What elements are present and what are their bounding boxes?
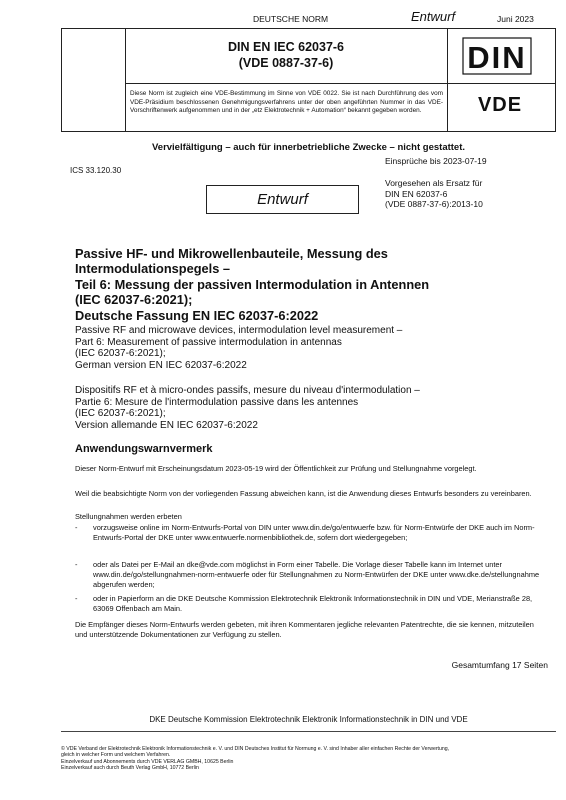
list-dash: -: [75, 594, 78, 603]
title-line: Partie 6: Mesure de l'intermodulation passive dans les antennes: [75, 396, 359, 408]
title-line: (IEC 62037-6:2021);: [75, 408, 166, 420]
norm-type-label: DEUTSCHE NORM: [253, 14, 329, 24]
list-dash: -: [75, 560, 78, 569]
warning-paragraph: Weil die beabsichtigte Norm von der vorliegenden Fassung abweichen kann, ist die Anwendung dieses Entwurfs besonders zu vereinbaren.: [75, 489, 532, 498]
svg-text:DIN: DIN: [467, 40, 527, 75]
total-pages: Gesamtumfang 17 Seiten: [451, 660, 548, 670]
title-line: Teil 6: Messung der passiven Intermodulation in Antennen: [75, 276, 430, 292]
warning-paragraph: Stellungnahmen werden erbeten: [75, 512, 182, 521]
replacement-line: (VDE 0887-37-6):2013-10: [385, 199, 483, 209]
title-line: Dispositifs RF et à micro-ondes passifs, mesure du niveau d'intermodulation –: [75, 385, 420, 396]
title-line: Deutsche Fassung EN IEC 62037-6:2022: [75, 307, 319, 323]
warning-paragraph: Die Empfänger dieses Norm-Entwurfs werden gebeten, mit ihren Kommentaren jegliche relevanten Patentrechte, die sie kennen, mitzuteilen und unterstützende Dokumentationen zur Verfügung zu stellen.: [75, 620, 534, 639]
divider: [447, 28, 448, 132]
title-line: Part 6: Measurement of passive intermodulation in antennas: [75, 336, 342, 348]
replacement-note: [385, 178, 483, 210]
vde-number: (VDE 0887-37-6): [238, 56, 334, 70]
document-number: DIN EN IEC 62037-6: [227, 40, 345, 54]
footer-copyright: [61, 746, 561, 771]
objection-deadline: Einsprüche bis 2023-07-19: [385, 156, 487, 166]
title-english: [75, 325, 545, 371]
title-line: German version EN IEC 62037-6:2022: [75, 359, 247, 371]
ics-code: ICS 33.120.30: [70, 166, 122, 175]
title-line: (IEC 62037-6:2021);: [75, 348, 166, 360]
dke-line: DKE Deutsche Kommission Elektrotechnik Elektronik Informationstechnik in DIN und VDE: [149, 715, 468, 724]
title-line: Passive RF and microwave devices, intermodulation level measurement –: [75, 325, 403, 336]
title-german: [75, 246, 545, 323]
title-line: Version allemande EN IEC 62037-6:2022: [75, 419, 258, 431]
publication-date: Juni 2023: [497, 14, 534, 24]
din-logo: [456, 36, 538, 76]
title-line: Intermodulationspegels –: [75, 261, 231, 277]
draft-box: Entwurf: [206, 185, 359, 214]
replacement-line: DIN EN 62037-6: [385, 188, 448, 199]
title-french: [75, 385, 545, 431]
replacement-line: Vorgesehen als Ersatz für: [385, 178, 483, 188]
title-line: (IEC 62037-6:2021);: [75, 292, 193, 308]
reproduction-notice: Vervielfältigung – auch für innerbetriebliche Zwecke – nicht gestattet.: [151, 142, 466, 153]
warning-paragraph: Dieser Norm-Entwurf mit Erscheinungsdatum 2023-05-19 wird der Öffentlichkeit zur Prüfung und Stellungnahme vorgelegt.: [75, 464, 477, 473]
footer-line: Einzelverkauf und Abonnements durch VDE VERLAG GMBH, 10625 Berlin: [61, 758, 234, 765]
footer-line: Einzelverkauf auch durch Beuth Verlag GmbH, 10772 Berlin: [61, 764, 199, 771]
vde-note: Diese Norm ist zugleich eine VDE-Bestimmung im Sinne von VDE 0022. Sie ist nach Durchführung des vom VDE-Präsidium beschlossenen Genehmigungsverfahrens unter der oben angeführten Nummer in das VDE-Vorschriftenwerk aufgenommen und in der „etz Elektrotechnik + Automation“ bekannt gegeben worden.: [130, 90, 443, 115]
warning-heading: Anwendungswarnvermerk: [75, 443, 213, 455]
list-item: oder in Papierform an die DKE Deutsche Kommission Elektrotechnik Elektronik Informationstechnik in DIN und VDE, Merianstraße 28, 63069 Offenbach am Main.: [93, 594, 533, 613]
footer-line: © VDE Verband der Elektrotechnik Elektronik Informationstechnik e. V. und DIN Deutsches Institut für Normung e. V. sind Inhaber aller einfachen Rechte der Verwertung,: [61, 746, 450, 752]
list-item: vorzugsweise online im Norm-Entwurfs-Portal von DIN unter www.din.de/go/entwuerfe bzw. für Norm-Entwürfe der DKE auch im Norm-Entwurfs-Portal der DKE unter www.entwuerfe.normenbibliothek.de, sofern dort wiedergegeben;: [93, 523, 535, 542]
divider: [125, 83, 556, 84]
status-label: Entwurf: [411, 9, 456, 24]
footer-line: gleich in welcher Form und welchem Verfahren.: [61, 752, 171, 759]
title-line: Passive HF- und Mikrowellenbauteile, Messung des: [75, 246, 388, 261]
list-item: oder als Datei per E-Mail an dke@vde.com möglichst in Form einer Tabelle. Die Vorlage dieser Tabelle kann im Internet unter www.din.de/go/stellungnahmen-norm-entwuerfe oder für Stellungnahmen zu Norm-Entwürfen der DKE unter www.dke.de/stellungnahme abgerufen werden;: [93, 560, 540, 589]
list-dash: -: [75, 523, 78, 532]
vde-logo: VDE: [477, 94, 523, 116]
footer-divider: [61, 731, 556, 732]
